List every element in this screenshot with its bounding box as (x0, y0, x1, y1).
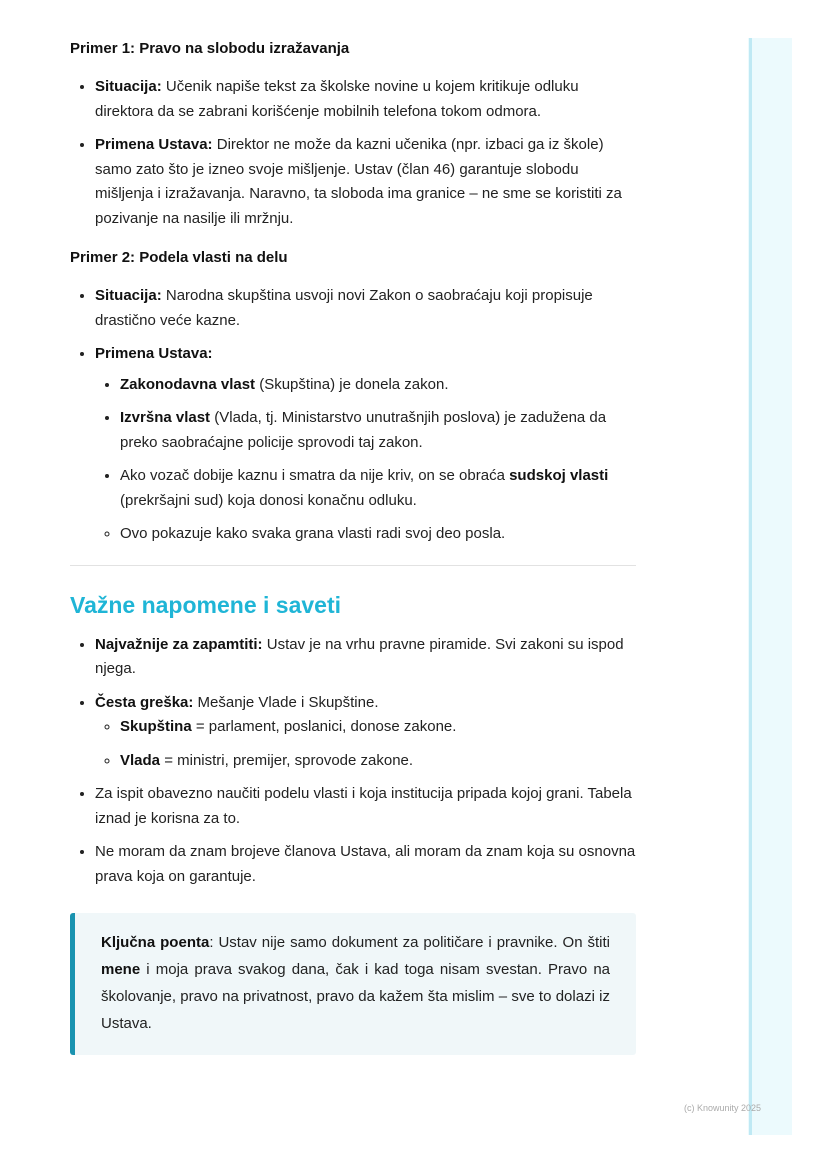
sub-item-bold: sudskoj vlasti (509, 467, 609, 484)
sub-item (120, 464, 636, 513)
sub-item (120, 715, 636, 740)
side-strip-line (749, 38, 752, 1135)
sub-item (120, 373, 636, 398)
item-text: Narodna skupština usvoji novi Zakon o saobraćaju koji propisuje drastično veće kazne. (95, 287, 593, 329)
sub-item-text: (prekršajni sud) koja donosi konačnu odluku. (120, 491, 417, 509)
callout-text: i moja prava svakog dana, čak i kad toga nisam svestan. Pravo na školovanje, pravo na privatnost, pravo da kažem šta mislim – sve to dolazi iz Ustava. (101, 961, 610, 1032)
sub-item-text: Ako vozač dobije kaznu i smatra da nije kriv, on se obraća (120, 467, 510, 484)
example1-title: Primer 1: Pravo na slobodu izražavanja (70, 40, 350, 57)
example2-title: Primer 2: Podela vlasti na delu (70, 249, 288, 266)
sub-item-text: (Skupština) je donela zakon. (255, 375, 449, 393)
example1-list (70, 75, 636, 231)
sub-list (95, 715, 636, 773)
sub-item-bold: Izvršna vlast (120, 409, 211, 426)
callout-bold: mene (101, 961, 141, 978)
list-item (95, 133, 636, 231)
sub-item-bold: Vlada (120, 751, 161, 769)
copyright-footer: (c) Knowunity 2025 (684, 1103, 762, 1113)
list-item (95, 284, 636, 333)
sub-item-text: (Vlada, tj. Ministarstvo unutrašnjih poslova) je zadužena da preko saobraćajne policije sprovodi taj zakon. (120, 409, 607, 451)
tips-title: Važne napomene i saveti (70, 591, 342, 618)
document-content (70, 40, 636, 1055)
tips-list (70, 633, 636, 890)
divider (70, 565, 636, 566)
item-label: Situacija: (95, 287, 162, 304)
sub-item-text: = parlament, poslanici, donose zakone. (191, 718, 457, 735)
sub-list (95, 373, 636, 514)
item-text: Učenik napiše tekst za školske novine u kojem kritikuje odluku direktora da se zabrani korišćenje mobilnih telefona tokom odmora. (95, 78, 579, 120)
list-item (95, 633, 636, 682)
sub-item-text: = ministri, premijer, sprovode zakone. (160, 751, 414, 769)
sub-item (120, 406, 636, 455)
item-text: Direktor ne može da kazni učenika (npr. izbaci ga iz škole) samo zato što je izneo svoje mišljenje. Ustav (član 46) garantuje slobodu mišljenja i izražavanja. Naravno, ta sloboda ima granice – ne sme se koristiti za pozivanje na nasilje ili mržnju. (95, 136, 622, 227)
key-point-callout (70, 913, 636, 1055)
note-list (95, 522, 636, 547)
sub-item-bold: Zakonodavna vlast (120, 375, 256, 393)
side-strip (748, 38, 792, 1135)
item-label: Najvažnije za zapamtiti: (95, 635, 263, 653)
example2-list (70, 284, 636, 547)
list-item (95, 342, 636, 547)
callout-label: Ključna poenta (101, 934, 210, 951)
item-text: Mešanje Vlade i Skupštine. (193, 693, 379, 711)
sub-item (120, 749, 636, 774)
note-item: ◦ Ovo pokazuje kako svaka grana vlasti radi svoj deo posla. (120, 522, 636, 547)
item-label: Situacija: (95, 78, 162, 95)
list-item: • Ne moram da znam brojeve članova Ustava, ali moram da znam koja su osnovna prava koja on garantuje. (95, 840, 636, 889)
item-label: Primena Ustava: (95, 345, 213, 362)
item-label: Česta greška: (95, 693, 194, 711)
list-item (95, 691, 636, 774)
item-text: Ustav je na vrhu pravne piramide. Svi zakoni su ispod njega. (95, 635, 624, 677)
list-item: • Za ispit obavezno naučiti podelu vlasti i koja institucija pripada kojoj grani. Tabela iznad je korisna za to. (95, 782, 636, 831)
callout-text: : Ustav nije samo dokument za političare i pravnike. On štiti (209, 934, 611, 951)
list-item (95, 75, 636, 124)
item-label: Primena Ustava: (95, 136, 213, 153)
sub-item-bold: Skupština (120, 718, 192, 735)
